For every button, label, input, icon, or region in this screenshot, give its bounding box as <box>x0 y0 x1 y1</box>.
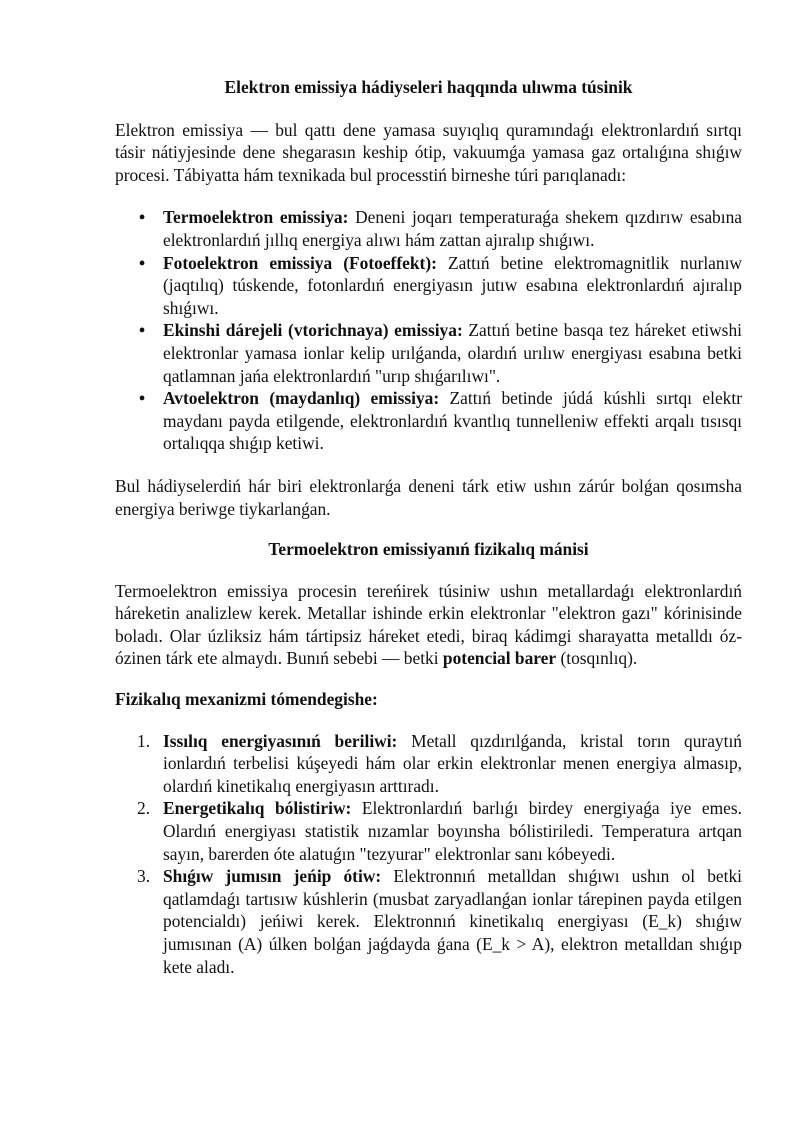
step-term: Issılıq energiyasınıń beriliwi: <box>163 730 398 751</box>
mechanism-steps-list <box>115 730 742 979</box>
step-text: Elektronnıń metalldan shıǵıwı ushın ol betki qatlamdaǵı tartısıw kúshlerin (musbat zaryadlanǵan ionlar tárepinen payda etilgen potencialdı) jeńiwi kerek. Elektronnıń kinetikalıq energiyası (E_k) shıǵıw jumısınan (A) úlken bolǵan jaǵdayda ǵana (E_k > A), elektron metalldan shıǵıp kete aladı. <box>163 866 742 977</box>
list-item <box>139 252 742 320</box>
section-paragraph <box>115 580 742 670</box>
document-title: Elektron emissiya hádiyseleri haqqında ulıwma túsinik <box>224 77 633 97</box>
step-number: 3. <box>137 866 151 887</box>
list-item <box>137 797 742 865</box>
list-item <box>139 206 743 251</box>
list-item <box>139 387 742 455</box>
spacer <box>115 455 742 475</box>
bullet-icon: • <box>139 388 146 409</box>
spacer <box>115 186 742 206</box>
bullet-icon: • <box>139 207 146 228</box>
list-item-text: Zattıń betine elektromagnitlik nurlanıw (jaqtılıq) túskende, fotonlardıń energiyasın jutıw esabına elektronlardıń ajıralıp shıǵıwı. <box>163 252 742 318</box>
list-item-term: Avtoelektron (maydanlıq) emissiya: <box>163 388 440 409</box>
section-text: Termoelektron emissiya procesin tereńirek túsiniw ushın metallardaǵı elektronlardıń háreketin analizlew kerek. Metallar ishinde erkin elektronlar "elektron gazı" kórinisinde boladı. Olar úzliksiz hám tártipsiz háreket etedi, biraq kádimgi sharayatta metalldı óz-ózinen tárk ete almaydı. Bunıń sebebi — betki <box>115 580 742 669</box>
emission-types-list <box>115 206 742 455</box>
section-heading: Termoelektron emissiyanıń fizikalıq mánisi <box>268 539 589 560</box>
bullet-icon: • <box>139 320 146 341</box>
bullet-icon: • <box>139 252 146 273</box>
list-item-text: Deneni joqarı temperaturaǵa shekem qızdırıw esabına elektronlardıń jıllıq energiya alıwı hám zattan ajıralıp shıǵıwı. <box>163 207 743 250</box>
list-item-term: Fotoelektron emissiya (Fotoeffekt): <box>163 252 437 273</box>
step-term: Energetikalıq bólistiriw: <box>163 798 352 819</box>
section-text-tail: (tosqınlıq). <box>556 648 638 669</box>
mechanism-heading: Fizikalıq mexanizmi tómendegishe: <box>115 689 378 710</box>
intro-paragraph: Elektron emissiya — bul qattı dene yamasa suyıqlıq quramındaǵı elektronlardıń sırtqı tásir nátiyjesinde dene shegarasın keship ótip, vakuumǵa yamasa gaz ortalıǵına shıǵıw procesi. Tábiyatta hám texnikada bul processtiń birneshe túri parıqlanadı: <box>115 119 742 185</box>
step-number: 1. <box>137 730 151 751</box>
list-item-term: Ekinshi dárejeli (vtorichnaya) emissiya: <box>163 320 463 341</box>
summary-paragraph: Bul hádiyselerdiń hár biri elektronlarǵa deneni tárk etiw ushın zárúr bolǵan qosımsha energiya beriwge tiykarlanǵan. <box>115 475 742 519</box>
list-item <box>137 865 742 978</box>
list-item-text: Zattıń betine basqa tez háreket etiwshi elektronlar yamasa ionlar kelip urılǵanda, olardıń urılıw energiyası esabına betki qatlamnan jańa elektronlardıń "urıp shıǵarılıwı". <box>163 320 742 386</box>
step-text: Elektronlardıń barlıǵı birdey energiyaǵa iye emes. Olardıń energiyası statistik nızamlar boyınsha bólistiriledi. Temperatura artqan sayın, barerden óte alatuǵın "tezyurar" elektronlar sanı kóbeyedi. <box>163 798 742 864</box>
section-bold-term: potencial barer <box>442 648 557 669</box>
list-item-text: Zattıń betinde júdá kúshli sırtqı elektr maydanı payda etilgende, elektronlardıń kvantlıq tunnelleniw effekti arqalı tısısqı ortalıqqa shıǵıp ketiwi. <box>163 388 742 454</box>
step-number: 2. <box>137 798 151 819</box>
step-term: Shıǵıw jumısın jeńip ótiw: <box>163 866 382 887</box>
list-item-term: Termoelektron emissiya: <box>163 207 349 228</box>
step-text: Metall qızdırılǵanda, kristal torın quraytıń ionlardıń terbelisi kúşeyedi hám olar erkin elektronlar menen energiya almasıp, olardıń kinetikalıq energiyasın arttıradı. <box>163 730 742 796</box>
list-item <box>137 730 742 798</box>
list-item <box>139 319 742 387</box>
